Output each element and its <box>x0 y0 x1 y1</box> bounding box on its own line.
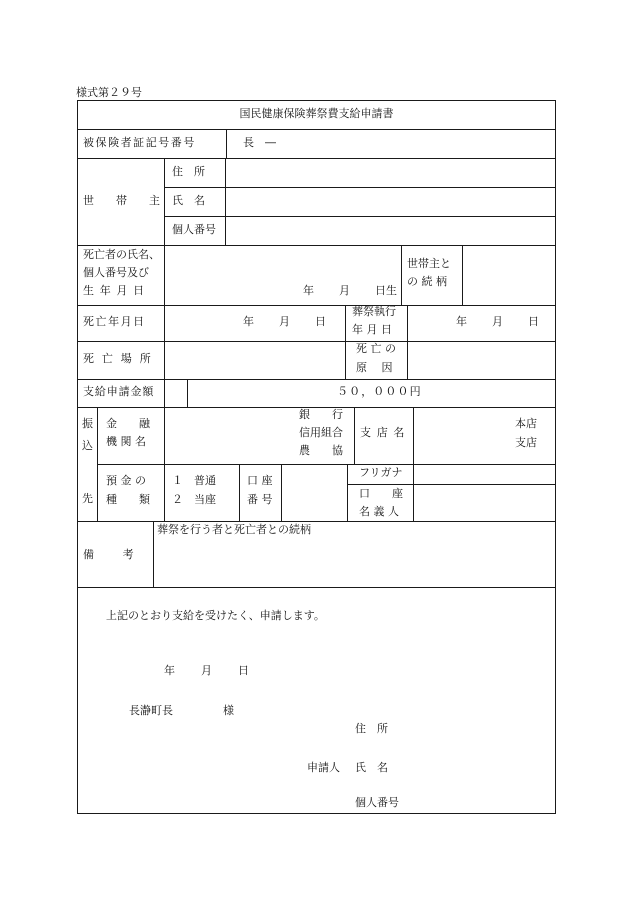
funeral-date-field[interactable] <box>409 306 554 340</box>
bank-name-label-line2: 機 関 名 <box>106 435 146 448</box>
deceased-birth-day: 日生 <box>375 284 397 297</box>
funeral-date-year: 年 <box>456 315 467 328</box>
application-form <box>77 100 556 814</box>
application-statement: 上記のとおり支給を受けたく、申請します。 <box>106 609 325 622</box>
transfer-side-label-3: 先 <box>82 492 93 505</box>
remarks-label: 備 考 <box>83 548 136 561</box>
account-holder-label-line2: 名 義 人 <box>359 505 399 518</box>
household-head-address-field[interactable] <box>227 159 554 186</box>
remarks-note: 葬祭を行う者と死亡者との続柄 <box>157 523 311 536</box>
relation-field[interactable] <box>464 246 554 304</box>
applicant-name-field[interactable] <box>399 756 549 778</box>
account-holder-field[interactable] <box>415 486 554 520</box>
death-date-label: 死亡年月日 <box>83 315 146 328</box>
insured-number-value: 長 ― <box>243 136 276 149</box>
bank-name-label-line1: 金 融 <box>106 417 150 430</box>
applicant-name-label: 氏 名 <box>355 761 388 774</box>
deceased-label-line2: 個人番号及び <box>83 266 149 279</box>
account-holder-furigana-field[interactable] <box>415 465 554 483</box>
addressee-honorific: 様 <box>223 704 234 717</box>
amount-value: ５０，０００円 <box>337 385 422 398</box>
death-date-year: 年 <box>243 315 254 328</box>
bank-type-agri-coop: 農 協 <box>299 444 343 457</box>
branch-name-field[interactable] <box>415 408 515 463</box>
account-number-field[interactable] <box>283 465 346 520</box>
household-head-id-label: 個人番号 <box>172 223 216 236</box>
applicant-address-label: 住 所 <box>355 722 388 735</box>
applicant-id-label: 個人番号 <box>355 796 399 809</box>
form-title: 国民健康保険葬祭費支給申請書 <box>239 107 394 120</box>
account-number-label-line1: 口 座 <box>247 474 273 487</box>
bank-type-credit-union: 信用組合 <box>299 426 343 439</box>
furigana-label: フリガナ <box>359 466 403 479</box>
applicant-address-field[interactable] <box>399 718 549 740</box>
bank-type-bank: 銀 行 <box>299 408 343 421</box>
deceased-label-line1: 死亡者の氏名、 <box>83 248 160 261</box>
household-head-id-field[interactable] <box>227 217 554 244</box>
transfer-side-label-1: 振 <box>82 417 93 430</box>
applicant-label: 申請人 <box>307 761 340 774</box>
deposit-type-label-line2: 種 類 <box>106 493 150 506</box>
death-date-month: 月 <box>279 315 290 328</box>
application-date-year: 年 <box>164 664 175 677</box>
funeral-date-label-line2: 年 月 日 <box>352 323 392 336</box>
bank-name-field[interactable] <box>166 408 296 463</box>
deposit-type-option-current[interactable]: ２ 当座 <box>172 493 216 506</box>
funeral-date-label-line1: 葬祭執行 <box>352 305 396 318</box>
death-date-day: 日 <box>315 315 326 328</box>
household-head-name-field[interactable] <box>227 188 554 215</box>
household-head-address-label: 住 所 <box>172 165 205 178</box>
household-head-name-label: 氏 名 <box>172 194 205 207</box>
death-cause-label-line2: 原 因 <box>356 361 393 374</box>
insured-number-label: 被保険者証記号番号 <box>83 136 196 149</box>
death-date-field[interactable] <box>166 306 344 340</box>
deceased-birth-month: 月 <box>339 284 350 297</box>
account-holder-label-line1: 口 座 <box>359 487 403 500</box>
transfer-side-label-2: 込 <box>82 439 93 452</box>
deceased-birth-year: 年 <box>303 284 314 297</box>
death-place-field[interactable] <box>166 342 344 378</box>
relation-label-line2: の 続 柄 <box>407 275 447 288</box>
account-number-label-line2: 番 号 <box>247 493 273 506</box>
branch-sub-office: 支店 <box>515 436 537 449</box>
applicant-id-field[interactable] <box>405 791 549 811</box>
application-date-day: 日 <box>238 664 249 677</box>
death-place-label: 死 亡 場 所 <box>83 352 153 365</box>
form-number: 様式第２９号 <box>76 86 142 99</box>
funeral-date-day: 日 <box>528 315 539 328</box>
branch-name-label: 支 店 名 <box>360 426 406 439</box>
addressee: 長瀞町長 <box>129 704 173 717</box>
remarks-field[interactable] <box>155 540 554 586</box>
relation-label-line1: 世帯主と <box>407 257 451 270</box>
amount-label: 支給申請金額 <box>83 385 155 398</box>
funeral-date-month: 月 <box>492 315 503 328</box>
application-date-month: 月 <box>201 664 212 677</box>
deceased-label-line3: 生 年 月 日 <box>83 284 146 297</box>
death-cause-field[interactable] <box>409 342 554 378</box>
deceased-name-field[interactable] <box>166 246 400 304</box>
household-head-label: 世 帯 主 <box>83 194 166 207</box>
deposit-type-option-ordinary[interactable]: １ 普通 <box>172 474 216 487</box>
death-cause-label-line1: 死 亡 の <box>356 342 396 355</box>
branch-main-office: 本店 <box>515 417 537 430</box>
deposit-type-label-line1: 預 金 の <box>106 474 146 487</box>
